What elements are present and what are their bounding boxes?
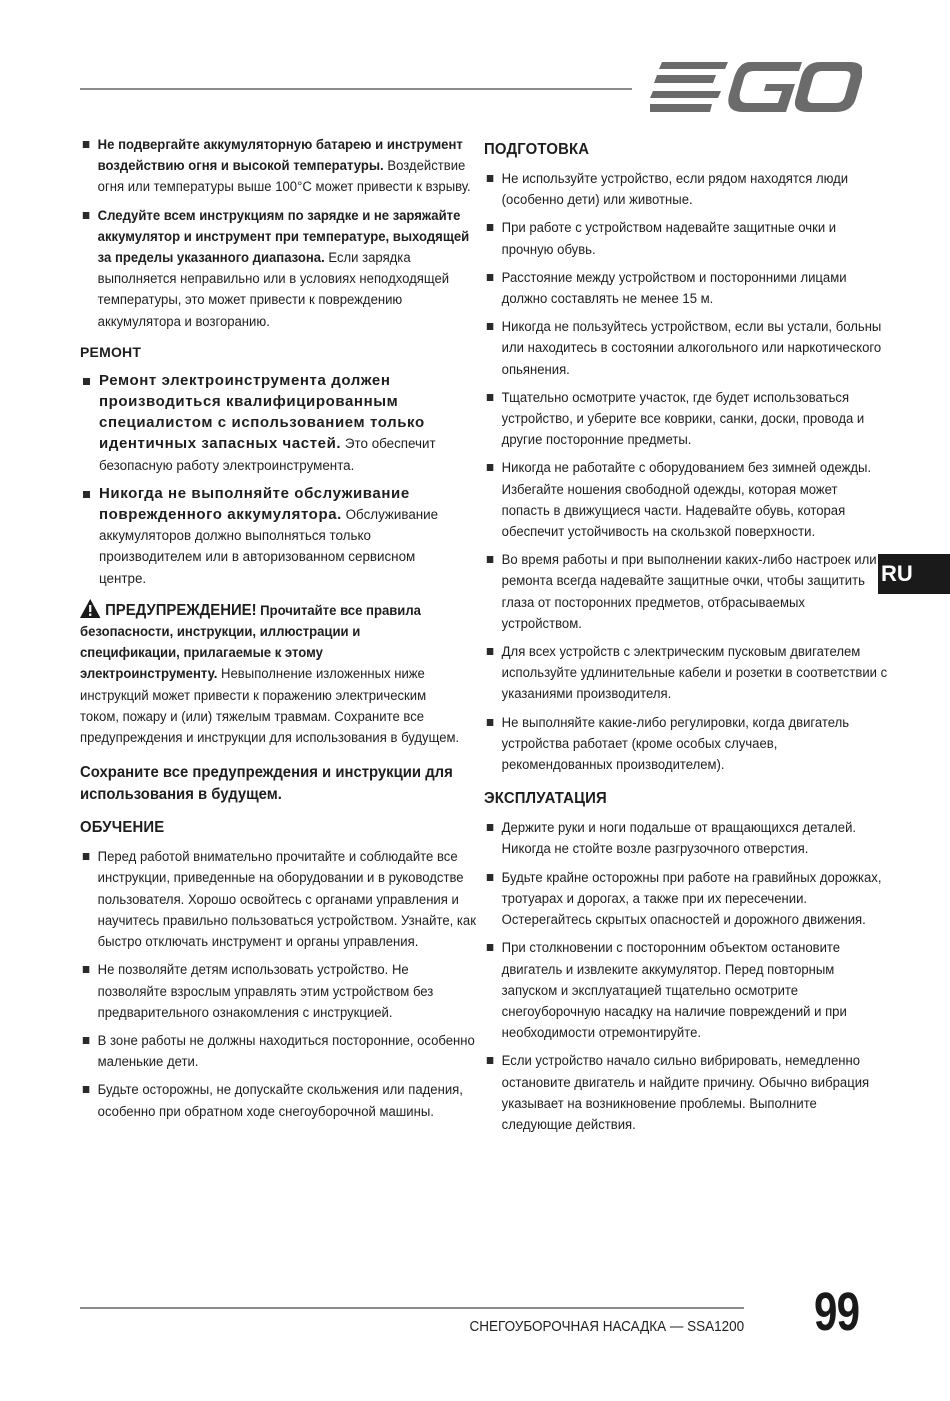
footer-product-name: СНЕГОУБОРОЧНАЯ НАСАДКА — SSA1200: [469, 1318, 744, 1335]
list-item: Если устройство начало сильно вибрировать, немедленно остановите двигатель и найдите причину. Обычно вибрация указывает на возникновение проблемы. Выполните следующие действия.: [484, 1050, 888, 1135]
list-item: Расстояние между устройством и посторонними лицами должно составлять не менее 15 м.: [484, 267, 888, 309]
list-item: Не подвергайте аккумуляторную батарею и инструмент воздействию огня и высокой температуры. Воздействие огня или температуры выше 100°C может привести к взрыву.: [80, 134, 481, 198]
warning-block: ПРЕДУПРЕЖДЕНИЕ! Прочитайте все правила безопасности, инструкции, иллюстрации и спецификации, прилагаемые к этому электроинструменту. Невыполнение изложенных ниже инструкций может привести к поражению электрическим током, пожару и (или) тяжелым травмам. Сохраните все предупреждения и инструкции для использования в будущем.: [80, 599, 464, 748]
list-item: При столкновении с посторонним объектом остановите двигатель и извлеките аккумулятор. Перед повторным запуском и эксплуатацией тщательно осмотрите снегоуборочную насадку на наличие повреждений и при необходимости отремонтируйте.: [484, 937, 888, 1043]
warning-icon: [80, 599, 100, 618]
right-column: [484, 134, 888, 1142]
warning-label: ПРЕДУПРЕЖДЕНИЕ!: [105, 601, 257, 619]
list-item: Никогда не работайте с оборудованием без зимней одежды. Избегайте ношения свободной одежды, которая может попасть в движущиеся части. Надевайте обувь, которая обеспечит устойчивость на скользкой поверхности.: [484, 457, 888, 542]
section-heading-remont: РЕМОНТ: [80, 343, 142, 360]
ego-logo-text: EGO: [650, 62, 653, 63]
list-item: Не выполняйте какие-либо регулировки, когда двигатель устройства работает (кроме особых случаев, рекомендованных производителем).: [484, 712, 888, 776]
list-item: Никогда не выполняйте обслуживание поврежденного аккумулятора. Обслуживание аккумуляторов должно выполняться только производителем или в авторизованном сервисном центре.: [80, 483, 462, 589]
language-tab: [878, 554, 950, 594]
list-item: Не используйте устройство, если рядом находятся люди (особенно дети) или животные.: [484, 168, 888, 210]
list-item: Для всех устройств с электрическим пусковым двигателем используйте удлинительные кабели и розетки в соответствии с указаниями производителя.: [484, 641, 888, 705]
list-item: В зоне работы не должны находиться посторонние, особенно маленькие дети.: [80, 1030, 481, 1072]
list-item: Ремонт электроинструмента должен производиться квалифицированным специалистом с использованием только идентичных запасных частей. Это обеспечит безопасную работу электроинструмента.: [80, 370, 462, 476]
list-item: Будьте осторожны, не допускайте скольжения или падения, особенно при обратном ходе снегоуборочной машины.: [80, 1079, 481, 1121]
list-item: При работе с устройством надевайте защитные очки и прочную обувь.: [484, 217, 888, 259]
list-item: Будьте крайне осторожны при работе на гравийных дорожках, тротуарах и дорогах, а также при их пересечении. Остерегайтесь скрытых опасностей и дорожного движения.: [484, 867, 888, 931]
section-heading-training: ОБУЧЕНИЕ: [80, 819, 165, 837]
page-number: 99: [814, 1282, 860, 1342]
header-rule: [80, 88, 632, 90]
left-column: [80, 134, 476, 1129]
list-item: Во время работы и при выполнении каких-либо настроек или ремонта всегда надевайте защитные очки, чтобы защитить глаза от посторонних предметов, отбрасываемых устройством.: [484, 549, 888, 634]
list-item: Не позволяйте детям использовать устройство. Не позволяйте взрослым управлять этим устройством без предварительного ознакомления с инструкцией.: [80, 959, 481, 1023]
save-instructions-note: Сохраните все предупреждения и инструкции для использования в будущем.: [80, 764, 453, 804]
ego-logo: [650, 62, 862, 112]
language-tab-label: RU: [881, 561, 913, 586]
list-item: Перед работой внимательно прочитайте и соблюдайте все инструкции, приведенные на оборудовании и в руководстве пользователя. Хорошо освойтесь с органами управления и научитесь правильно пользоваться устройством. Узнайте, как быстро отключать инструмент и органы управления.: [80, 846, 481, 952]
list-item: Следуйте всем инструкциям по зарядке и не заряжайте аккумулятор и инструмент при температуре, выходящей за пределы указанного диапазона. Если зарядка выполняется неправильно или в условиях неподходящей температуры, это может привести к повреждению аккумулятора и возгоранию.: [80, 205, 481, 332]
section-heading-operation: ЭКСПЛУАТАЦИЯ: [484, 790, 607, 808]
footer-rule: [80, 1307, 744, 1309]
list-item: Никогда не пользуйтесь устройством, если вы устали, больны или находитесь в состоянии алкогольного или наркотического опьянения.: [484, 316, 888, 380]
section-heading-preparation: ПОДГОТОВКА: [484, 141, 590, 158]
list-item: Тщательно осмотрите участок, где будет использоваться устройство, и уберите все коврики, санки, доски, провода и другие посторонние предметы.: [484, 387, 888, 451]
list-item: Держите руки и ноги подальше от вращающихся деталей. Никогда не стойте возле разгрузочного отверстия.: [484, 817, 888, 859]
